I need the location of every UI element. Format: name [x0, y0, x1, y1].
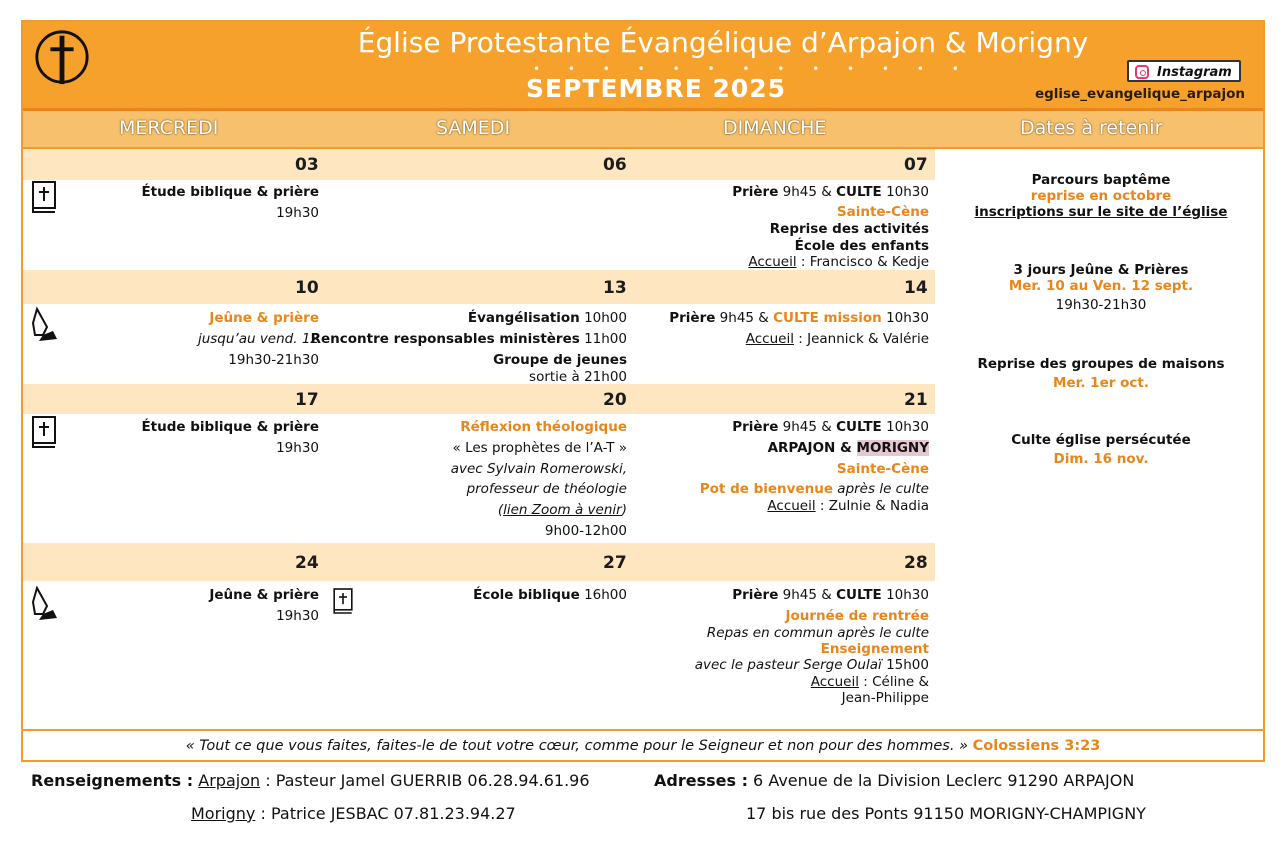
sun-location: ARPAJON & MORIGNY [767, 440, 929, 456]
bible-quote: « Tout ce que vous faites, faites-le de tout votre cœur, comme pour le Seigneur et non pour des hommes. » Colossiens 3:23 [23, 729, 1263, 760]
wed-event: Jeûne & prière [209, 310, 319, 326]
sat-note: professeur de théologie [466, 481, 627, 497]
day-number: 28 [904, 553, 928, 573]
side-item [941, 356, 1261, 391]
footer-address-arpajon: Adresses : 6 Avenue de la Division Leclerc 91290 ARPAJON [654, 771, 1135, 790]
day-number: 03 [295, 155, 319, 175]
sun-note: avec le pasteur Serge Oulaï 15h00 [694, 657, 929, 673]
sun-service-line: Prière 9h45 & CULTE 10h30 [732, 419, 929, 435]
bible-icon [29, 180, 59, 214]
sat-event: École biblique 16h00 [473, 587, 627, 603]
week-band-1 [23, 149, 935, 180]
col-wednesday: MERCREDI [119, 117, 219, 139]
sun-note: Sainte-Cène [836, 461, 929, 477]
day-number: 27 [603, 553, 627, 573]
side-title: Reprise des groupes de maisons [977, 356, 1225, 372]
sun-service-line: Prière 9h45 & CULTE 10h30 [732, 587, 929, 603]
day-number: 21 [904, 390, 928, 410]
side-title: Culte église persécutée [1011, 432, 1191, 448]
side-item [941, 432, 1261, 467]
wed-time: 19h30 [276, 440, 319, 456]
sun-welcome: Accueil : Céline & [810, 674, 929, 690]
side-date: Mer. 10 au Ven. 12 sept. [1008, 278, 1194, 294]
day-number: 24 [295, 553, 319, 573]
side-item [941, 262, 1261, 313]
quote-reference: Colossiens 3:23 [972, 738, 1101, 754]
day-number: 14 [904, 278, 928, 298]
month-title: SEPTEMBRE 2025 [526, 74, 787, 103]
day-number: 13 [603, 278, 627, 298]
page-title: Église Protestante Évangélique d’Arpajon & Morigny [357, 26, 1089, 59]
footer-address-morigny: 17 bis rue des Ponts 91150 MORIGNY-CHAMPIGNY [746, 804, 1146, 823]
sun-service-line: Prière 9h45 & CULTE 10h30 [732, 184, 929, 200]
sat-event: Groupe de jeunes [493, 352, 627, 368]
wed-event: Étude biblique & prière [141, 419, 319, 435]
praying-hands-icon [29, 305, 61, 345]
footer-info-morigny: Morigny : Patrice JESBAC 07.81.23.94.27 [191, 804, 516, 823]
sun-note: Pot de bienvenue après le culte [699, 481, 929, 497]
praying-hands-icon [29, 584, 61, 624]
wed-note: jusqu’au vend. 12 [197, 331, 319, 347]
sun-welcome: Accueil : Francisco & Kedje [748, 254, 929, 270]
col-saturday: SAMEDI [436, 117, 511, 139]
side-date: Mer. 1er oct. [1053, 375, 1149, 391]
sun-note: École des enfants [794, 238, 929, 254]
col-dates: Dates à retenir [1020, 117, 1163, 139]
sun-note: Reprise des activités [769, 221, 929, 237]
instagram-badge[interactable] [1127, 60, 1241, 82]
instagram-label: Instagram [1157, 65, 1232, 80]
instagram-handle: eglise_evangelique_arpajon [1034, 86, 1245, 102]
sat-note: avec Sylvain Romerowski, [450, 461, 627, 477]
side-date: Dim. 16 nov. [1053, 451, 1149, 467]
day-number: 07 [904, 155, 928, 175]
sun-welcome: Accueil : Zulnie & Nadia [767, 498, 929, 514]
week-band-2 [23, 270, 935, 304]
col-sunday: DIMANCHE [723, 117, 827, 139]
sun-note: Sainte-Cène [836, 204, 929, 220]
wed-time: 19h30 [276, 608, 319, 624]
side-date: reprise en octobre [1030, 188, 1172, 204]
sun-note: Journée de rentrée [785, 608, 929, 624]
sat-note: sortie à 21h00 [529, 369, 627, 385]
side-title: Parcours baptême [1031, 172, 1171, 188]
sun-welcome-names: Jean-Philippe [841, 690, 929, 706]
wed-time: 19h30 [276, 205, 319, 221]
day-number: 06 [603, 155, 627, 175]
sat-event: Évangélisation 10h00 [467, 310, 627, 326]
sun-note: Repas en commun après le culte [706, 625, 929, 641]
week-band-4 [23, 543, 935, 581]
title-dots: • • • • • • • • • • • • • [533, 62, 971, 76]
day-number: 10 [295, 278, 319, 298]
instagram-icon [1135, 65, 1149, 79]
side-note: 19h30-21h30 [1055, 297, 1147, 313]
sat-event: Réflexion théologique [460, 419, 627, 435]
sun-note: Enseignement [820, 641, 929, 657]
bible-icon [331, 587, 355, 615]
side-title: 3 jours Jeûne & Prières [1013, 262, 1189, 278]
sun-service-line: Prière 9h45 & CULTE mission 10h30 [669, 310, 929, 326]
sat-event: Rencontre responsables ministères 11h00 [310, 331, 627, 347]
calendar-frame [21, 20, 1265, 762]
side-item [941, 172, 1261, 220]
sat-zoom-link[interactable]: (lien Zoom à venir) [497, 502, 627, 518]
sat-time: 9h00-12h00 [544, 523, 627, 539]
sat-note: « Les prophètes de l’A-T » [452, 440, 627, 456]
column-headers [23, 111, 1263, 149]
wed-event: Jeûne & prière [209, 587, 319, 603]
footer-info-arpajon: Renseignements : Arpajon : Pasteur Jamel GUERRIB 06.28.94.61.96 [31, 771, 590, 790]
wed-time: 19h30-21h30 [228, 352, 319, 368]
day-number: 20 [603, 390, 627, 410]
bible-icon [29, 415, 59, 449]
week-band-3 [23, 384, 935, 414]
side-note: inscriptions sur le site de l’église [974, 204, 1228, 220]
day-number: 17 [295, 390, 319, 410]
wed-event: Étude biblique & prière [141, 184, 319, 200]
header [23, 22, 1263, 111]
sun-welcome: Accueil : Jeannick & Valérie [745, 331, 929, 347]
